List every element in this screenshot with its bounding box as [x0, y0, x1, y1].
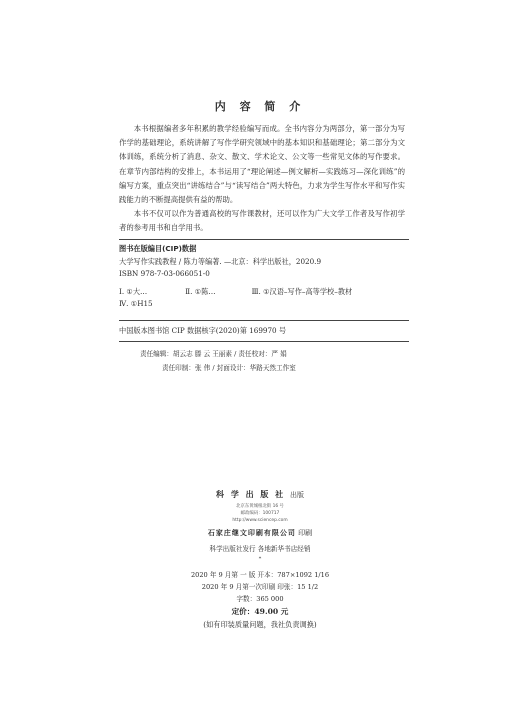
cip-class-item: Ⅱ. ①陈… — [185, 286, 216, 296]
edition-block — [0, 569, 520, 605]
printer-name: 石家庄继文印刷有限公司 — [207, 528, 296, 537]
price: 定价：49.00 元 — [231, 607, 289, 616]
word-count: 字数：365 000 — [236, 595, 284, 603]
cip-isbn: ISBN 978-7-03-066051-0 — [119, 269, 210, 278]
publisher-address: 北京东黄城根北街 16 号 — [236, 504, 284, 509]
cip-number: 中国版本图书馆 CIP 数据核字(2020)第 169970 号 — [119, 326, 287, 335]
printer-suffix: 印刷 — [298, 529, 313, 537]
publisher-name: 科 学 出 版 社 — [216, 489, 286, 499]
publisher-line — [0, 489, 520, 500]
edition-line-1: 2020 年 9 月第 一 版 开本：787×1092 1/16 — [190, 571, 330, 579]
cip-title: 图书在版编目(CIP)数据 — [119, 244, 197, 253]
publisher-suffix: 出版 — [289, 491, 304, 499]
cip-class-item: Ⅰ. ①大… — [119, 286, 148, 296]
intro-paragraph-1: 本书根据编者多年积累的教学经验编写而成。全书内容分为两部分，第一部分为写作学的基础理论，系统讲解了写作学研究领域中的基本知识和基础理论；第二部分为文体训练，系统分析了消息、杂文、散文、学术论文、公文等一些常见文体的写作要求。在章节内部结构的安排上，本书运用了“理论阐述—例文解析—实践练习—深化训练”的编写方案，重点突出“讲练结合”与“读写结合”两大特色，力求为学生写作水平和写作实践能力的不断提高提供有益的帮助。 — [119, 124, 405, 205]
cip-book-entry: 大学写作实践教程 / 陈力等编著. —北京：科学出版社，2020.9 — [119, 256, 322, 266]
cip-class-item: Ⅲ. ①汉语–写作–高等学校–教材 — [251, 286, 353, 296]
edition-line-2: 2020 年 9 月第一次印刷 印张：15 1/2 — [201, 583, 319, 591]
intro-paragraph-2: 本书不仅可以作为普通高校的写作课教材，还可以作为广大文学工作者及写作初学者的参考用书和自学用书。 — [119, 209, 405, 233]
divider-credits — [119, 341, 409, 342]
quality-note: (如有印装质量问题，我社负责调换) — [203, 620, 317, 629]
cip-classification-2: Ⅳ. ①H15 — [119, 299, 153, 308]
printer-line — [0, 528, 520, 538]
publisher-contact — [0, 503, 520, 524]
divider-top — [119, 239, 409, 240]
publisher-website: http://www.sciencep.com — [232, 518, 288, 523]
separator-star: * — [258, 556, 262, 562]
intro-text — [119, 122, 405, 236]
divider-middle — [119, 320, 409, 321]
distribution-line: 科学出版社发行 各地新华书店经销 — [209, 545, 311, 553]
credits-editors: 责任编辑：胡云志 滕 云 王丽素 / 责任校对：严 娟 — [140, 350, 287, 358]
publisher-postcode: 邮政编码：100717 — [240, 511, 280, 516]
cip-block — [119, 243, 409, 311]
credits-block — [140, 347, 420, 375]
intro-heading: 内 容 简 介 — [214, 100, 306, 113]
cip-classification-1 — [119, 286, 409, 299]
credits-production: 责任印制：张 伟 / 封面设计：华路天然工作室 — [162, 364, 296, 372]
